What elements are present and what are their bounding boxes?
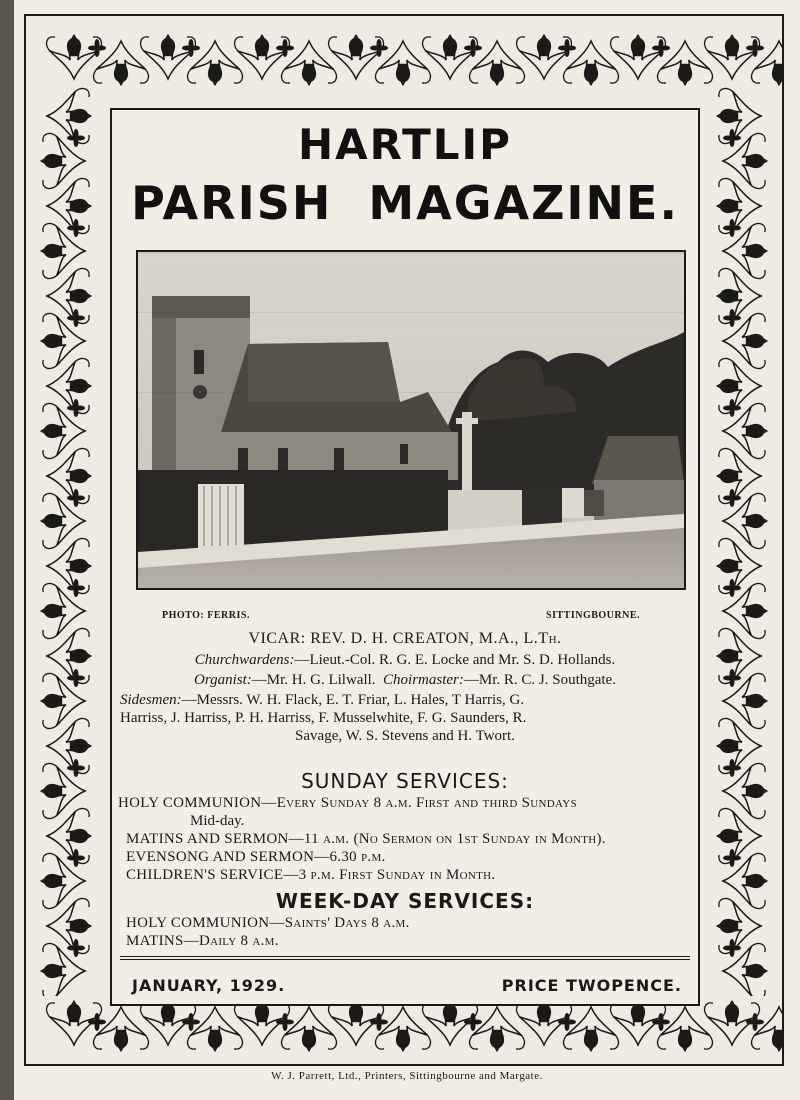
rosette-ornament [67,399,85,417]
floral-motif [376,1007,431,1051]
rosette-ornament [67,669,85,687]
rosette-ornament [182,39,200,57]
floral-border-top [26,16,782,92]
rosette-ornament [723,129,741,147]
masthead-title-line2: PARISH MAGAZINE. [131,176,679,230]
organist-name: —Mr. H. G. Lilwall. [251,672,376,688]
officers-list [112,630,698,745]
churchwardens-line [112,651,698,669]
masthead-title-line1: HARTLIP [298,120,512,169]
floral-motif [329,35,384,79]
sidesmen-line3: Savage, W. S. Stevens and H. Twort. [295,728,515,744]
organist-line [112,671,698,689]
floral-border-right [702,86,782,996]
rosette-ornament [723,309,741,327]
floral-motif [94,1007,149,1051]
choirmaster-name: —Mr. R. C. J. Southgate. [463,672,616,688]
floral-motif [188,1007,243,1051]
sidesmen-label: Sidesmen: [120,692,182,708]
issue-date: JANUARY, 1929. [132,976,286,995]
printer-imprint: W. J. Parrett, Ltd., Printers, Sittingbourne and Margate. [271,1070,543,1082]
floral-motif [47,35,102,79]
cover-panel [110,108,700,1006]
floral-border-left [26,86,108,996]
footer-rule-top [120,956,690,957]
rosette-ornament [723,579,741,597]
photo-location: SITTINGBOURNE. [546,610,640,621]
floral-motif [282,1007,337,1051]
floral-motif [517,35,572,79]
footer-rule-bottom [120,959,690,960]
choirmaster-label: Choirmaster: [383,672,464,688]
rosette-ornament [67,219,85,237]
magazine-page [14,0,800,1100]
floral-motif [705,35,760,79]
sunday-holy-communion-cont: Mid-day. [190,813,245,829]
rosette-ornament [723,939,741,957]
sunday-services [112,768,698,884]
sunday-holy-communion: HOLY COMMUNION—Every Sunday 8 a.m. First and third Sundays [118,795,577,811]
church-photograph [136,250,686,590]
rosette-ornament [67,759,85,777]
rosette-ornament [464,39,482,57]
sunday-matins: MATINS AND SERMON—11 a.m. (No Sermon on 1st Sunday in Month). [126,831,606,847]
rosette-ornament [67,579,85,597]
sidesmen-line2: Harriss, J. Harriss, P. H. Harriss, F. Musselwhite, F. G. Saunders, R. [120,710,527,726]
rosette-ornament [67,309,85,327]
rosette-ornament [746,39,764,57]
floral-motif [423,35,478,79]
organist-label: Organist: [194,672,252,688]
sidesmen-line1 [112,691,698,709]
rosette-ornament [723,759,741,777]
rosette-ornament [276,39,294,57]
outer-border [24,14,784,1066]
rosette-ornament [723,219,741,237]
rosette-ornament [88,39,106,57]
floral-motif [611,35,666,79]
floral-motif [658,1007,713,1051]
sunday-evensong: EVENSONG AND SERMON—6.30 p.m. [126,849,386,865]
weekday-services-heading: WEEK-DAY SERVICES: [275,889,535,913]
floral-motif [141,35,196,79]
rosette-ornament [558,39,576,57]
sunday-childrens-service: CHILDREN'S SERVICE—3 p.m. First Sunday in Month. [126,867,496,883]
vicar-line: VICAR: REV. D. H. CREATON, M.A., L.Th. [248,630,562,647]
rosette-ornament [67,849,85,867]
floral-motif [235,35,290,79]
sidesmen-names-1: —Messrs. W. H. Flack, E. T. Friar, L. Hales, T Harris, G. [181,692,525,708]
rosette-ornament [67,489,85,507]
weekday-services [112,888,698,950]
rosette-ornament [723,669,741,687]
churchwardens-label: Churchwardens: [194,652,295,668]
rosette-ornament [723,489,741,507]
rosette-ornament [370,39,388,57]
weekday-matins: MATINS—Daily 8 a.m. [126,933,279,949]
rosette-ornament [652,39,670,57]
rosette-ornament [723,849,741,867]
floral-motif [564,1007,619,1051]
sunday-services-heading: SUNDAY SERVICES: [301,769,509,793]
rosette-ornament [67,939,85,957]
floral-motif [470,1007,525,1051]
photo-credit: PHOTO: FERRIS. [162,610,250,621]
rosette-ornament [723,399,741,417]
churchwardens-names: —Lieut.-Col. R. G. E. Locke and Mr. S. D. Hollands. [294,652,616,668]
rosette-ornament [67,129,85,147]
weekday-holy-communion: HOLY COMMUNION—Saints' Days 8 a.m. [126,915,410,931]
issue-price: PRICE TWOPENCE. [501,976,682,995]
